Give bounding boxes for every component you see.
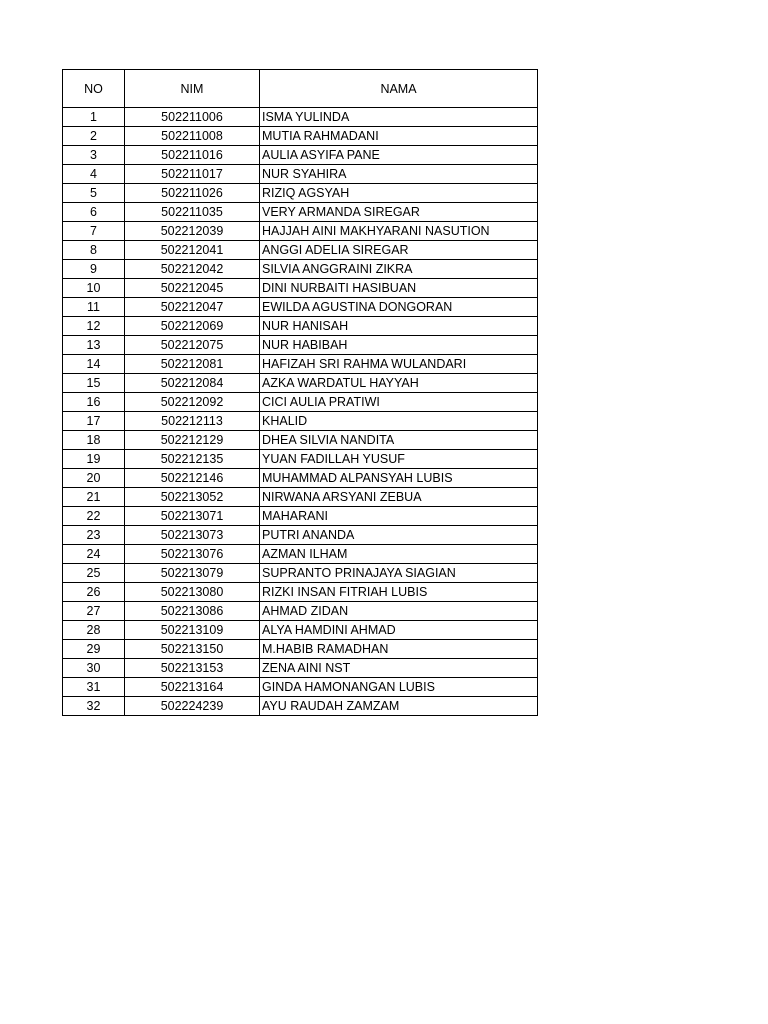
nim-cell: 502213153 xyxy=(125,659,260,678)
nim-cell: 502212042 xyxy=(125,260,260,279)
nama-cell: EWILDA AGUSTINA DONGORAN xyxy=(260,298,538,317)
no-cell: 24 xyxy=(63,545,125,564)
no-cell: 2 xyxy=(63,127,125,146)
nama-cell: HAFIZAH SRI RAHMA WULANDARI xyxy=(260,355,538,374)
nim-cell: 502212135 xyxy=(125,450,260,469)
nim-cell: 502212092 xyxy=(125,393,260,412)
nama-cell: DHEA SILVIA NANDITA xyxy=(260,431,538,450)
no-cell: 15 xyxy=(63,374,125,393)
nama-cell: NUR SYAHIRA xyxy=(260,165,538,184)
nama-cell: KHALID xyxy=(260,412,538,431)
table-row xyxy=(63,659,538,678)
table-row xyxy=(63,279,538,298)
table-row xyxy=(63,488,538,507)
nama-cell: ANGGI ADELIA SIREGAR xyxy=(260,241,538,260)
nama-cell: CICI AULIA PRATIWI xyxy=(260,393,538,412)
column-header-nama: NAMA xyxy=(260,70,538,108)
nim-cell: 502213071 xyxy=(125,507,260,526)
table-row xyxy=(63,583,538,602)
nim-cell: 502212045 xyxy=(125,279,260,298)
nim-cell: 502212075 xyxy=(125,336,260,355)
table-row xyxy=(63,260,538,279)
nama-cell: RIZIQ AGSYAH xyxy=(260,184,538,203)
no-cell: 9 xyxy=(63,260,125,279)
no-cell: 18 xyxy=(63,431,125,450)
no-cell: 7 xyxy=(63,222,125,241)
column-header-nim: NIM xyxy=(125,70,260,108)
nim-cell: 502213052 xyxy=(125,488,260,507)
nama-cell: MUTIA RAHMADANI xyxy=(260,127,538,146)
nama-cell: AZMAN ILHAM xyxy=(260,545,538,564)
nama-cell: MUHAMMAD ALPANSYAH LUBIS xyxy=(260,469,538,488)
no-cell: 14 xyxy=(63,355,125,374)
nim-cell: 502212039 xyxy=(125,222,260,241)
nim-cell: 502211026 xyxy=(125,184,260,203)
table-row xyxy=(63,412,538,431)
nama-cell: HAJJAH AINI MAKHYARANI NASUTION xyxy=(260,222,538,241)
nim-cell: 502213079 xyxy=(125,564,260,583)
table-row xyxy=(63,697,538,716)
no-cell: 8 xyxy=(63,241,125,260)
nim-cell: 502211016 xyxy=(125,146,260,165)
student-table xyxy=(62,69,538,716)
nim-cell: 502213080 xyxy=(125,583,260,602)
no-cell: 22 xyxy=(63,507,125,526)
nim-cell: 502211006 xyxy=(125,108,260,127)
nim-cell: 502211008 xyxy=(125,127,260,146)
table-row xyxy=(63,621,538,640)
nim-cell: 502212047 xyxy=(125,298,260,317)
nim-cell: 502224239 xyxy=(125,697,260,716)
nama-cell: PUTRI ANANDA xyxy=(260,526,538,545)
no-cell: 3 xyxy=(63,146,125,165)
table-body xyxy=(63,108,538,716)
nim-cell: 502212146 xyxy=(125,469,260,488)
table-row xyxy=(63,241,538,260)
nim-cell: 502213150 xyxy=(125,640,260,659)
table-row xyxy=(63,469,538,488)
no-cell: 16 xyxy=(63,393,125,412)
table-row xyxy=(63,222,538,241)
table-row xyxy=(63,298,538,317)
nama-cell: AHMAD ZIDAN xyxy=(260,602,538,621)
table-row xyxy=(63,507,538,526)
table-header-row xyxy=(63,70,538,108)
nama-cell: M.HABIB RAMADHAN xyxy=(260,640,538,659)
no-cell: 17 xyxy=(63,412,125,431)
nama-cell: DINI NURBAITI HASIBUAN xyxy=(260,279,538,298)
table-row xyxy=(63,450,538,469)
nama-cell: AZKA WARDATUL HAYYAH xyxy=(260,374,538,393)
student-roster xyxy=(62,69,538,716)
nim-cell: 502213164 xyxy=(125,678,260,697)
nama-cell: ZENA AINI NST xyxy=(260,659,538,678)
table-row xyxy=(63,165,538,184)
table-row xyxy=(63,640,538,659)
table-row xyxy=(63,317,538,336)
no-cell: 31 xyxy=(63,678,125,697)
nama-cell: NIRWANA ARSYANI ZEBUA xyxy=(260,488,538,507)
no-cell: 23 xyxy=(63,526,125,545)
no-cell: 11 xyxy=(63,298,125,317)
table-row xyxy=(63,602,538,621)
nim-cell: 502213076 xyxy=(125,545,260,564)
no-cell: 10 xyxy=(63,279,125,298)
nama-cell: AULIA ASYIFA PANE xyxy=(260,146,538,165)
no-cell: 1 xyxy=(63,108,125,127)
table-row xyxy=(63,678,538,697)
table-row xyxy=(63,393,538,412)
nama-cell: NUR HABIBAH xyxy=(260,336,538,355)
nama-cell: MAHARANI xyxy=(260,507,538,526)
nim-cell: 502213086 xyxy=(125,602,260,621)
nama-cell: NUR HANISAH xyxy=(260,317,538,336)
no-cell: 29 xyxy=(63,640,125,659)
no-cell: 30 xyxy=(63,659,125,678)
no-cell: 4 xyxy=(63,165,125,184)
nim-cell: 502212041 xyxy=(125,241,260,260)
no-cell: 25 xyxy=(63,564,125,583)
nim-cell: 502212129 xyxy=(125,431,260,450)
nim-cell: 502212081 xyxy=(125,355,260,374)
no-cell: 19 xyxy=(63,450,125,469)
table-row xyxy=(63,184,538,203)
nama-cell: AYU RAUDAH ZAMZAM xyxy=(260,697,538,716)
no-cell: 27 xyxy=(63,602,125,621)
nama-cell: VERY ARMANDA SIREGAR xyxy=(260,203,538,222)
nim-cell: 502211035 xyxy=(125,203,260,222)
nama-cell: GINDA HAMONANGAN LUBIS xyxy=(260,678,538,697)
nim-cell: 502213073 xyxy=(125,526,260,545)
no-cell: 20 xyxy=(63,469,125,488)
table-row xyxy=(63,431,538,450)
table-row xyxy=(63,374,538,393)
nama-cell: RIZKI INSAN FITRIAH LUBIS xyxy=(260,583,538,602)
no-cell: 26 xyxy=(63,583,125,602)
table-row xyxy=(63,336,538,355)
nama-cell: SUPRANTO PRINAJAYA SIAGIAN xyxy=(260,564,538,583)
no-cell: 12 xyxy=(63,317,125,336)
nim-cell: 502212069 xyxy=(125,317,260,336)
table-row xyxy=(63,108,538,127)
table-row xyxy=(63,146,538,165)
nim-cell: 502213109 xyxy=(125,621,260,640)
column-header-no: NO xyxy=(63,70,125,108)
no-cell: 28 xyxy=(63,621,125,640)
nim-cell: 502211017 xyxy=(125,165,260,184)
nama-cell: YUAN FADILLAH YUSUF xyxy=(260,450,538,469)
table-row xyxy=(63,545,538,564)
no-cell: 6 xyxy=(63,203,125,222)
table-row xyxy=(63,526,538,545)
no-cell: 5 xyxy=(63,184,125,203)
nim-cell: 502212084 xyxy=(125,374,260,393)
table-row xyxy=(63,203,538,222)
no-cell: 21 xyxy=(63,488,125,507)
nama-cell: ALYA HAMDINI AHMAD xyxy=(260,621,538,640)
nama-cell: SILVIA ANGGRAINI ZIKRA xyxy=(260,260,538,279)
no-cell: 13 xyxy=(63,336,125,355)
nama-cell: ISMA YULINDA xyxy=(260,108,538,127)
table-row xyxy=(63,355,538,374)
table-row xyxy=(63,564,538,583)
nim-cell: 502212113 xyxy=(125,412,260,431)
no-cell: 32 xyxy=(63,697,125,716)
table-row xyxy=(63,127,538,146)
